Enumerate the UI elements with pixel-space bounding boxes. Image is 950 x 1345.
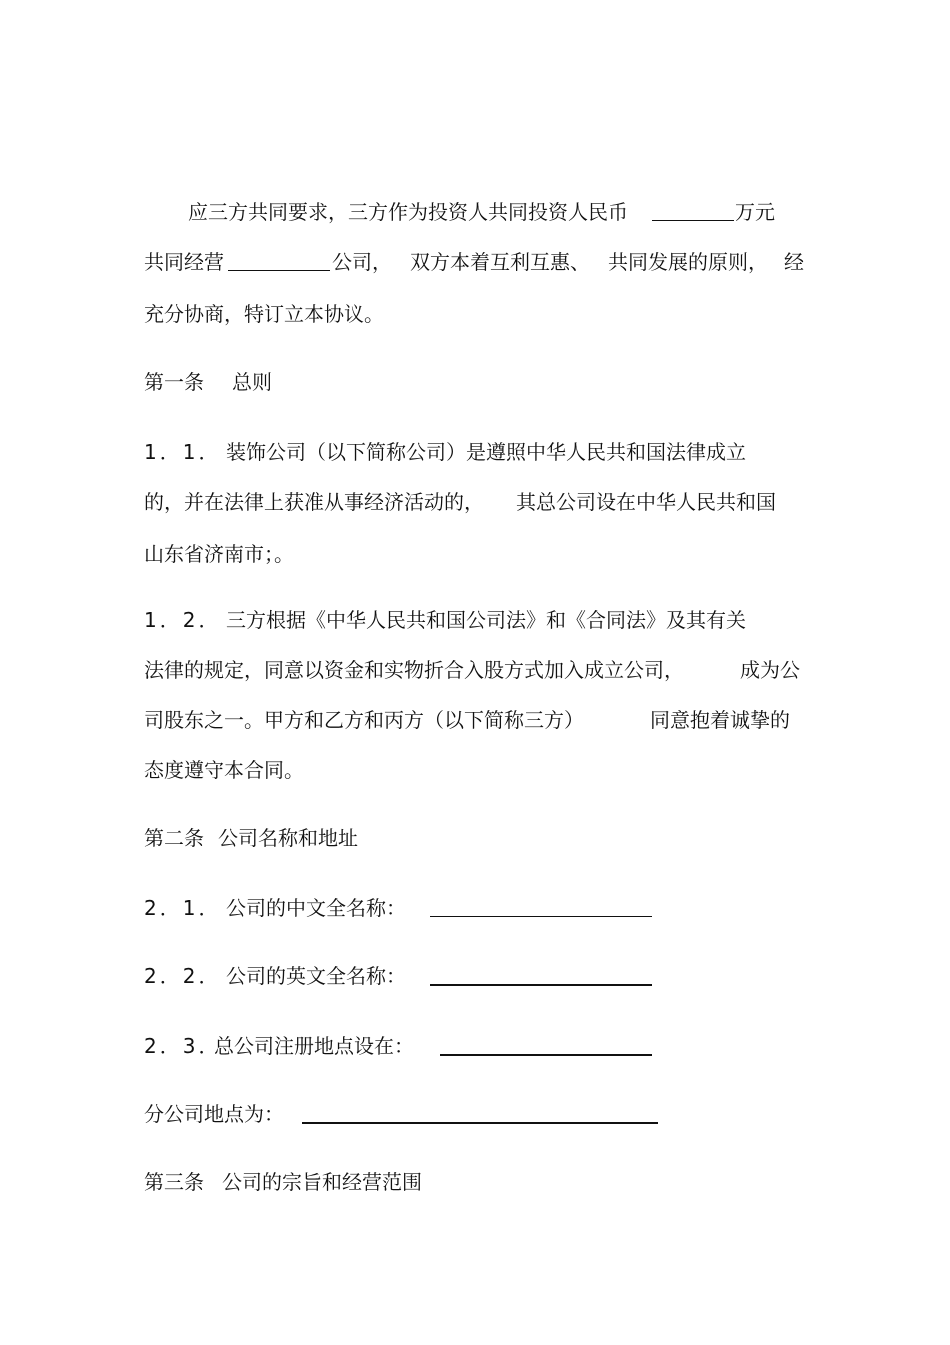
branch-address-blank[interactable] (302, 1122, 658, 1124)
field-label: 公司的中文全名称： (226, 896, 406, 920)
clause-text: 的，并在法律上获准从事经济活动的， (144, 490, 484, 514)
intro-text: 充分协商，特订立本协议。 (144, 302, 384, 326)
clause-text: 司股东之一。甲方和乙方和丙方（以下简称三方） (144, 708, 584, 732)
field-label: 分公司地点为： (144, 1102, 284, 1126)
article-number: 第二条 (144, 826, 204, 850)
clause-number: 1．2． (144, 608, 222, 632)
clause-text: 三方根据《中华人民共和国公司法》和《合同法》及其有关 (226, 608, 746, 632)
clause-number: 2．1． (144, 896, 222, 920)
article-number: 第一条 (144, 370, 204, 394)
english-name-blank[interactable] (430, 984, 652, 986)
intro-text: 公司， (332, 250, 392, 274)
clause-text: 其总公司设在中华人民共和国 (516, 490, 776, 514)
field-label: 总公司注册地点设在： (214, 1034, 414, 1058)
clause-number: 1．1． (144, 440, 222, 464)
clause-text: 装饰公司（以下简称公司）是遵照中华人民共和国法律成立 (226, 440, 746, 464)
clause-number: 2．3． (144, 1034, 222, 1058)
company-name-blank[interactable] (228, 270, 330, 271)
article-title: 公司的宗旨和经营范围 (222, 1170, 422, 1194)
field-label: 公司的英文全名称： (226, 964, 406, 988)
intro-text: 共同经营 (144, 250, 224, 274)
clause-text: 山东省济南市；。 (144, 542, 294, 566)
clause-number: 2．2． (144, 964, 222, 988)
clause-text: 法律的规定，同意以资金和实物折合入股方式加入成立公司， (144, 658, 684, 682)
chinese-name-blank[interactable] (430, 916, 652, 917)
clause-text: 成为公 (740, 658, 800, 682)
intro-text: 双方本着互利互惠、 (410, 250, 590, 274)
registered-address-blank[interactable] (440, 1054, 652, 1056)
intro-text: 共同发展的原则， (608, 250, 768, 274)
intro-text: 经 (784, 250, 804, 274)
article-title: 总则 (232, 370, 272, 394)
article-title: 公司名称和地址 (218, 826, 358, 850)
clause-text: 同意抱着诚挚的 (650, 708, 790, 732)
intro-unit: 万元 (735, 200, 775, 224)
intro-text: 应三方共同要求，三方作为投资人共同投资人民币 (188, 200, 628, 224)
investment-amount-blank[interactable] (652, 220, 734, 221)
clause-text: 态度遵守本合同。 (144, 758, 304, 782)
article-number: 第三条 (144, 1170, 204, 1194)
